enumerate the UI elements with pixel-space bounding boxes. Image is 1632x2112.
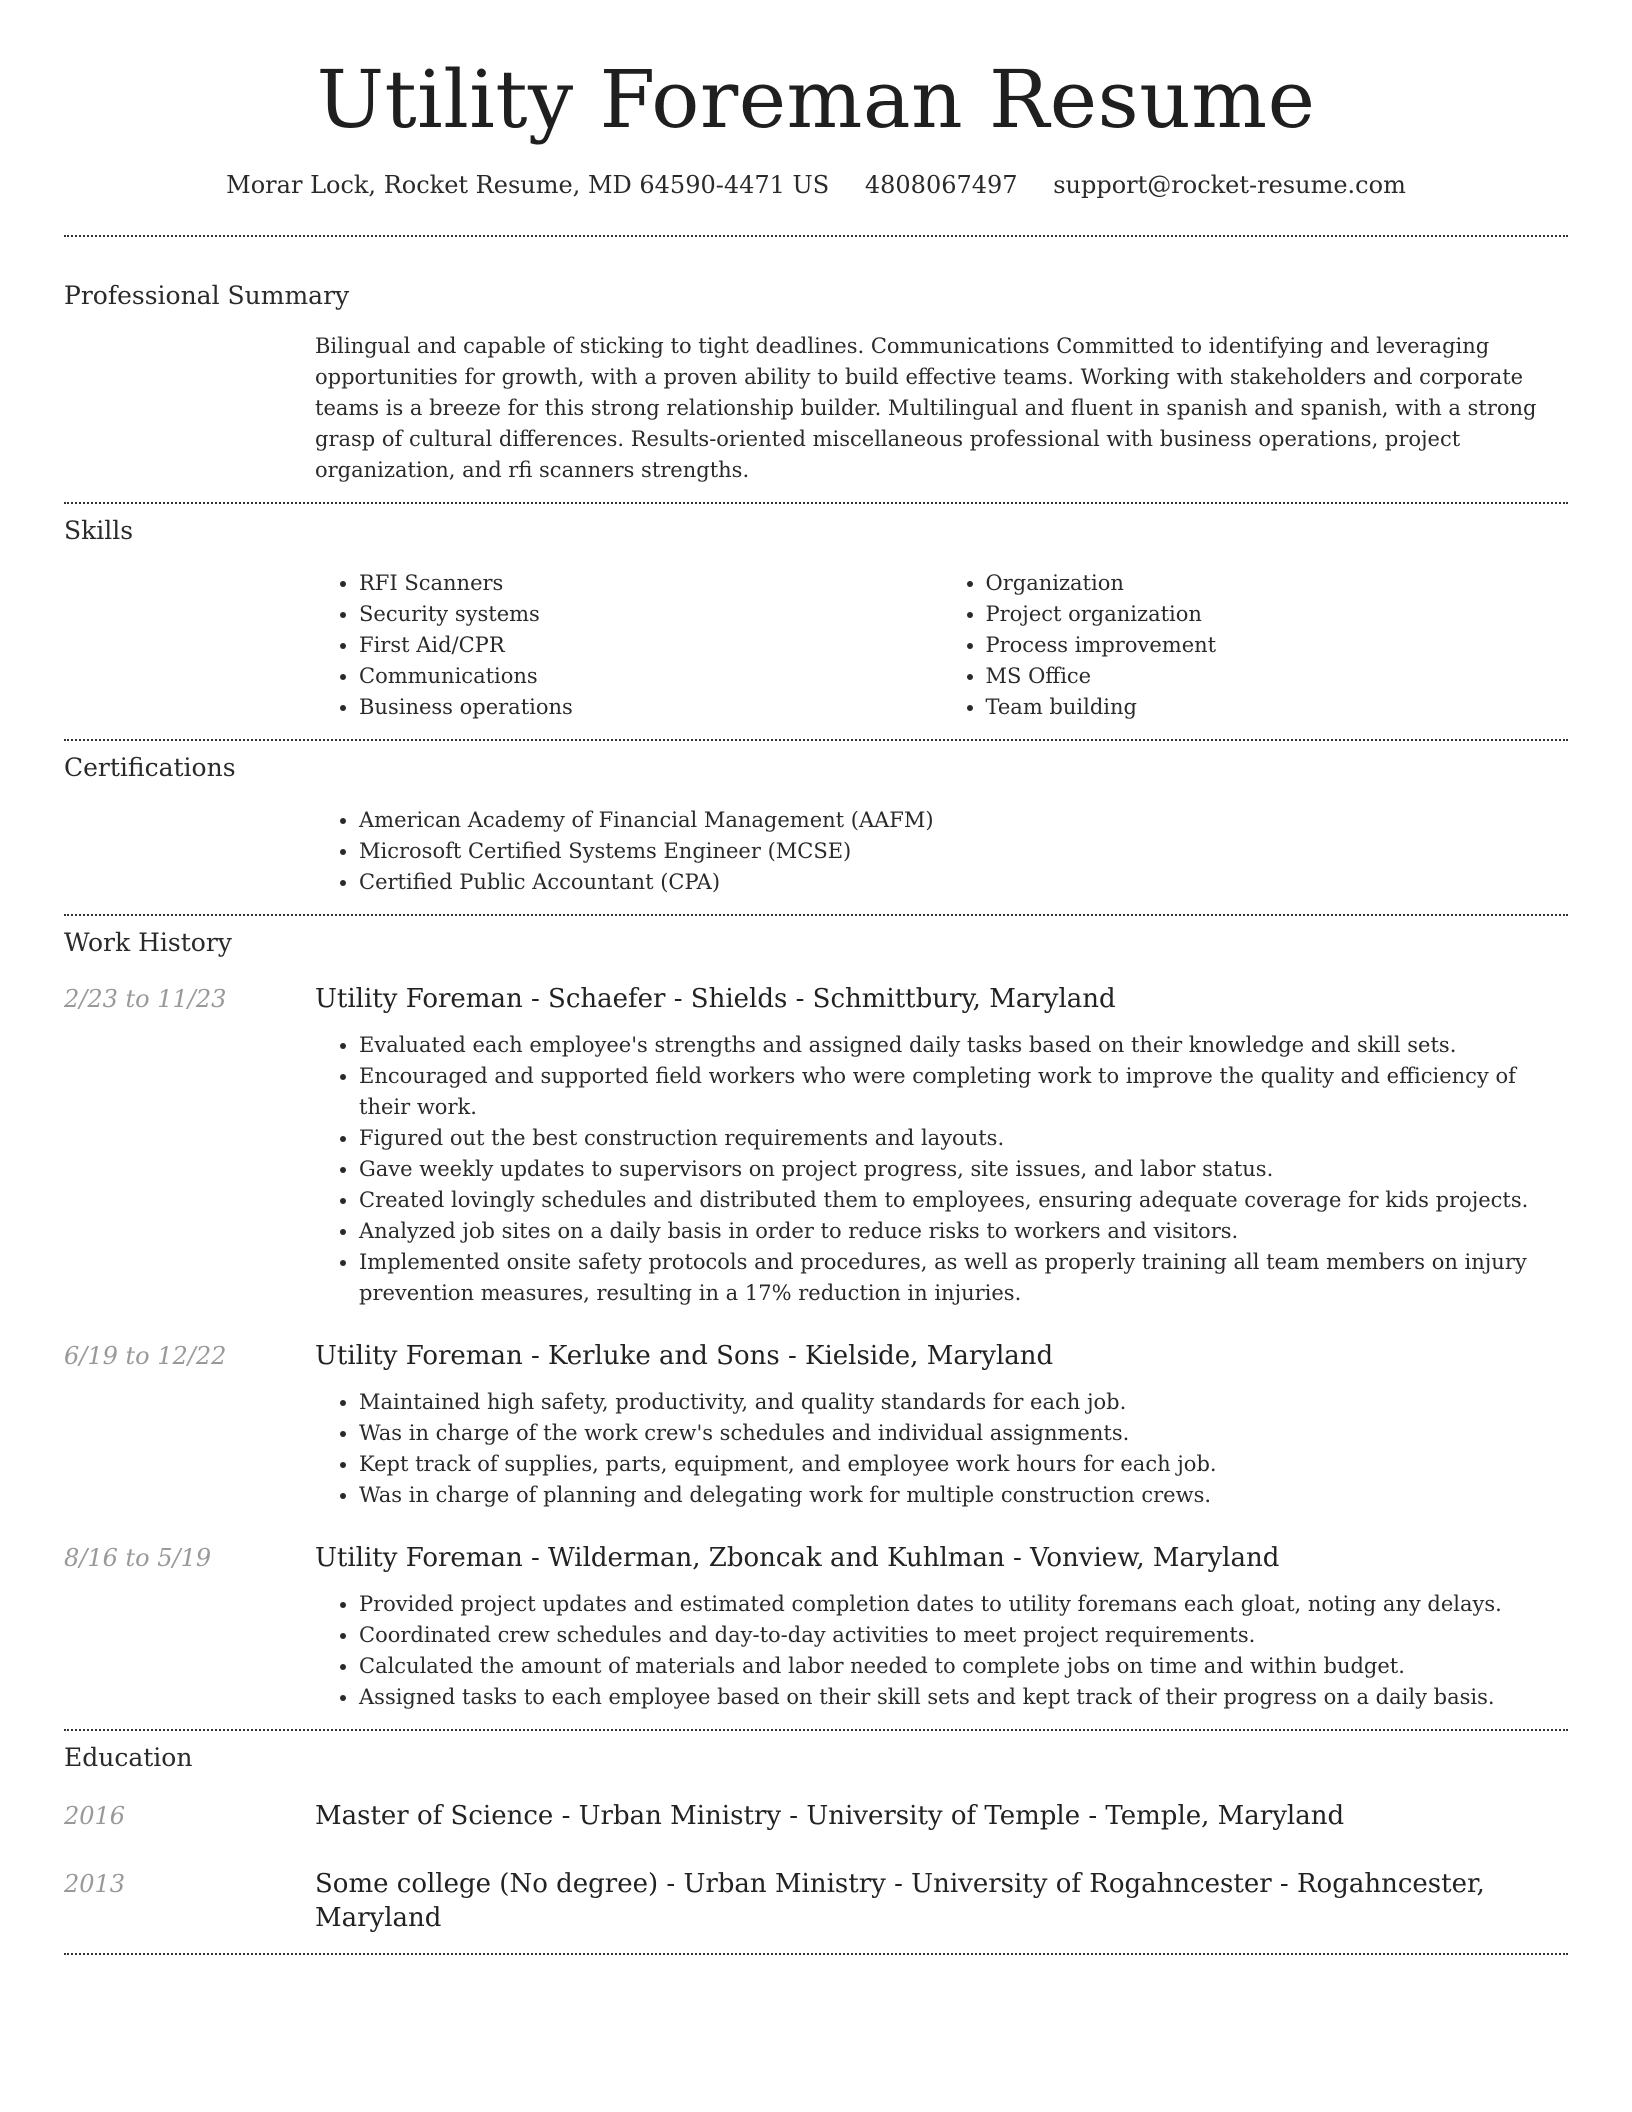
skill-item: • Project organization (986, 599, 1569, 630)
job-bullet: • Provided project updates and estimated completion dates to utility foremans each gloat, noting any delays. (359, 1589, 1568, 1620)
skill-item: • MS Office (986, 661, 1569, 692)
contact-line (64, 168, 1568, 202)
skills-section (64, 504, 1568, 739)
job-bullet: • Was in charge of planning and delegating work for multiple construction crews. (359, 1480, 1568, 1511)
job-dates: 8/16 to 5/19 (64, 1544, 212, 1572)
job-bullets (315, 1589, 1568, 1713)
job-bullet: • Maintained high safety, productivity, and quality standards for each job. (359, 1387, 1568, 1418)
education-year: 2016 (64, 1802, 126, 1830)
skill-item: • Security systems (359, 599, 942, 630)
job-title: Utility Foreman - Kerluke and Sons - Kielside, Maryland (315, 1341, 1054, 1371)
section-title-certifications: Certifications (64, 753, 236, 782)
job-bullet: • Calculated the amount of materials and labor needed to complete jobs on time and within budget. (359, 1651, 1568, 1682)
job-title: Utility Foreman - Schaefer - Shields - Schmittbury, Maryland (315, 984, 1116, 1014)
job-entry (64, 1339, 1568, 1511)
work-history-section (64, 916, 1568, 1729)
certification-item: • American Academy of Financial Management (AAFM) (359, 805, 1568, 836)
job-entry (64, 1541, 1568, 1713)
certifications-list (315, 805, 1568, 898)
skill-item: • Communications (359, 661, 942, 692)
resume-page (64, 0, 1568, 1955)
summary-text: Bilingual and capable of sticking to tight deadlines. Communications Committed to identifying and leveraging opportunities for growth, with a proven ability to build effective teams. Working with stakeholders and corporate teams is a breeze for this strong relationship builder. Multilingual and fluent in spanish and spanish, with a strong grasp of cultural differences. Results-oriented miscellaneous professional with business operations, project organization, and rfi scanners strengths. (315, 334, 1537, 482)
resume-title: Utility Foreman Resume (316, 53, 1316, 146)
skill-item: • Organization (986, 568, 1569, 599)
job-bullet: • Gave weekly updates to supervisors on project progress, site issues, and labor status. (359, 1154, 1568, 1185)
certification-item: • Microsoft Certified Systems Engineer (MCSE) (359, 836, 1568, 867)
section-title-summary: Professional Summary (64, 281, 350, 310)
section-title-skills: Skills (64, 516, 134, 545)
section-title-education: Education (64, 1743, 193, 1772)
job-bullet: • Implemented onsite safety protocols and procedures, as well as properly training all team members on injury prevention measures, resulting in a 17% reduction in injuries. (359, 1247, 1568, 1309)
job-bullet: • Evaluated each employee's strengths and assigned daily tasks based on their knowledge and skill sets. (359, 1030, 1568, 1061)
job-bullets (315, 1030, 1568, 1309)
education-section (64, 1731, 1568, 1953)
skill-item: • Process improvement (986, 630, 1569, 661)
education-text: Master of Science - Urban Ministry - University of Temple - Temple, Maryland (315, 1801, 1345, 1831)
phone: 4808067497 (864, 171, 1018, 199)
skill-item: • RFI Scanners (359, 568, 942, 599)
job-bullet: • Kept track of supplies, parts, equipment, and employee work hours for each job. (359, 1449, 1568, 1480)
education-entry (64, 1867, 1568, 1935)
job-dates: 6/19 to 12/22 (64, 1342, 227, 1370)
address: Morar Lock, Rocket Resume, MD 64590-4471 US (226, 171, 830, 199)
email: support@rocket-resume.com (1053, 171, 1406, 199)
skill-item: • Team building (986, 692, 1569, 723)
job-bullets (315, 1387, 1568, 1511)
skill-item: • First Aid/CPR (359, 630, 942, 661)
education-text: Some college (No degree) - Urban Ministry - University of Rogahncester - Rogahncester, Maryland (315, 1869, 1485, 1933)
certifications-section (64, 741, 1568, 914)
job-entry (64, 982, 1568, 1309)
job-bullet: • Encouraged and supported field workers who were completing work to improve the quality and efficiency of their work. (359, 1061, 1568, 1123)
job-dates: 2/23 to 11/23 (64, 985, 227, 1013)
education-entry (64, 1799, 1568, 1833)
skills-list-left (315, 568, 942, 723)
summary-section (64, 237, 1568, 502)
skills-list-right (942, 568, 1569, 723)
job-bullet: • Analyzed job sites on a daily basis in order to reduce risks to workers and visitors. (359, 1216, 1568, 1247)
job-bullet: • Coordinated crew schedules and day-to-day activities to meet project requirements. (359, 1620, 1568, 1651)
job-title: Utility Foreman - Wilderman, Zboncak and Kuhlman - Vonview, Maryland (315, 1543, 1280, 1573)
skill-item: • Business operations (359, 692, 942, 723)
divider (64, 1953, 1568, 1955)
job-bullet: • Figured out the best construction requirements and layouts. (359, 1123, 1568, 1154)
section-title-work-history: Work History (64, 928, 232, 957)
job-bullet: • Was in charge of the work crew's schedules and individual assignments. (359, 1418, 1568, 1449)
certification-item: • Certified Public Accountant (CPA) (359, 867, 1568, 898)
job-bullet: • Assigned tasks to each employee based on their skill sets and kept track of their progress on a daily basis. (359, 1682, 1568, 1713)
job-bullet: • Created lovingly schedules and distributed them to employees, ensuring adequate coverage for kids projects. (359, 1185, 1568, 1216)
education-year: 2013 (64, 1870, 126, 1898)
